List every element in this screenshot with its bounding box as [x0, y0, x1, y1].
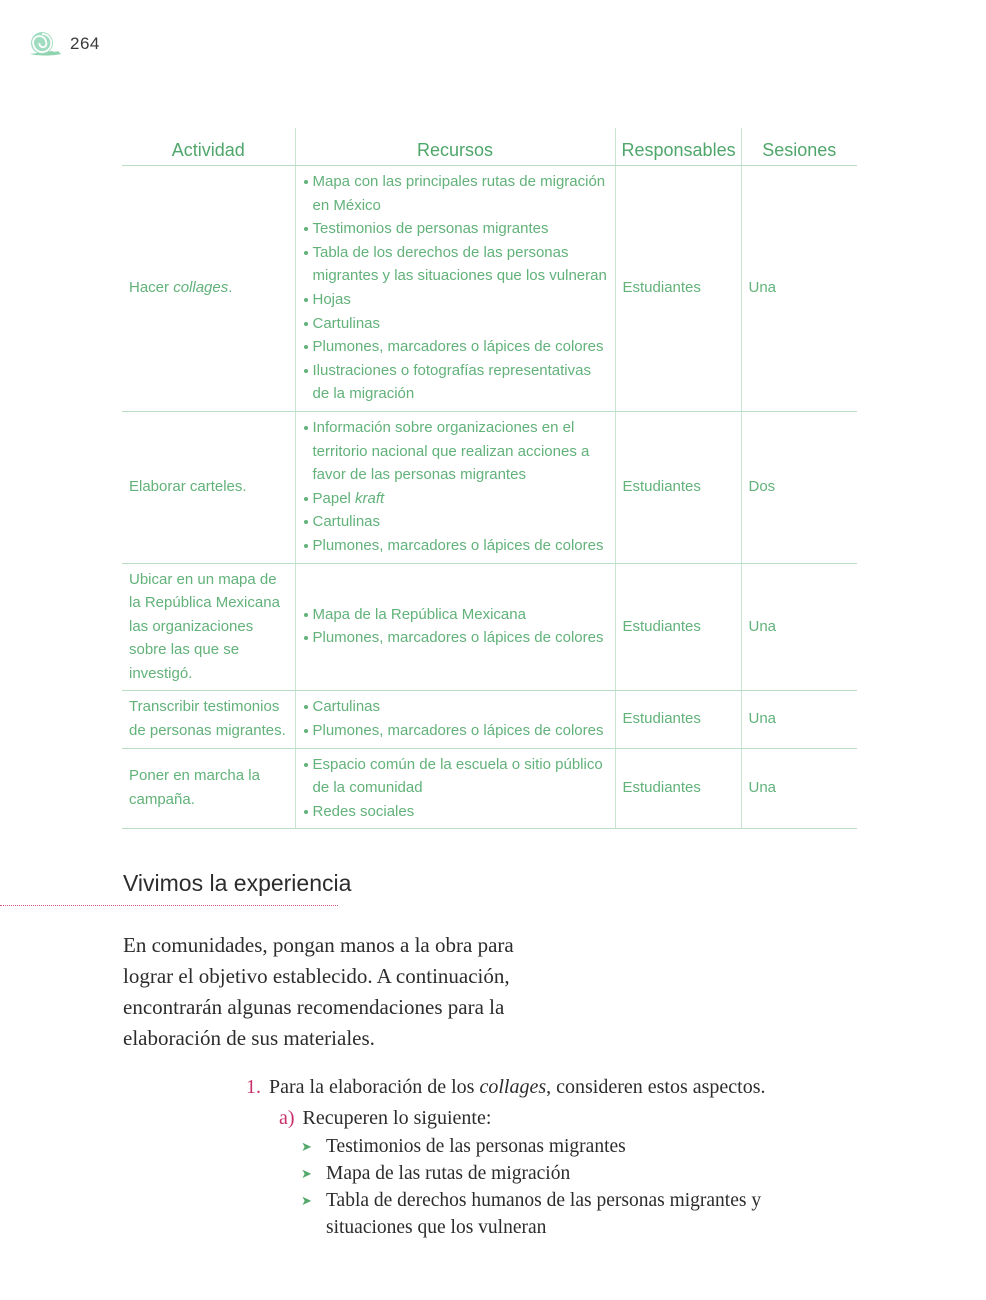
snail-icon	[28, 30, 62, 58]
resource-item: Plumones, marcadores o lápices de colores	[303, 534, 608, 558]
responsible-cell: Estudiantes	[615, 691, 741, 748]
resource-item: Cartulinas	[303, 510, 608, 534]
resource-item: Tabla de los derechos de las personas migrantes y las situaciones que los vulneran	[303, 241, 608, 288]
resource-list	[303, 753, 608, 824]
header-resources: Recursos	[295, 128, 615, 166]
page-number: 264	[70, 34, 100, 53]
list-item	[301, 1133, 866, 1160]
activity-cell: Transcribir testimonios de personas migrantes.	[122, 691, 295, 748]
header-activity: Actividad	[122, 128, 295, 166]
header-sessions: Sesiones	[741, 128, 857, 166]
activity-tail: .	[228, 279, 233, 297]
resource-item: Plumones, marcadores o lápices de colores	[303, 719, 608, 743]
page-header	[28, 30, 100, 58]
substep-text: Recuperen lo siguiente:	[302, 1107, 492, 1129]
resource-item: Mapa de la República Mexicana	[303, 603, 608, 627]
step-emphasis: collages	[479, 1076, 547, 1098]
activity-cell: Ubicar en un mapa de la República Mexicana las organizaciones sobre las que se investigó.	[122, 563, 295, 691]
arrowhead-icon: ➤	[301, 1139, 312, 1154]
table-row	[122, 563, 857, 691]
arrowhead-icon: ➤	[301, 1193, 312, 1208]
activity-cell: Elaborar carteles.	[122, 411, 295, 563]
activity-cell	[122, 166, 295, 412]
recover-list	[246, 1133, 866, 1241]
resource-item: Testimonios de personas migrantes	[303, 217, 608, 241]
activity-table	[122, 128, 857, 829]
resource-list	[303, 603, 608, 650]
list-item-text: Testimonios de las personas migrantes	[326, 1136, 626, 1157]
sessions-cell: Una	[741, 166, 857, 412]
substep-letter: a)	[279, 1107, 295, 1129]
arrowhead-icon: ➤	[301, 1166, 312, 1181]
resource-emphasis: kraft	[355, 489, 385, 507]
responsible-cell: Estudiantes	[615, 748, 741, 829]
resources-cell	[295, 166, 615, 412]
table-row	[122, 166, 857, 412]
resource-item: Hojas	[303, 288, 608, 312]
resource-list	[303, 416, 608, 558]
sessions-cell: Dos	[741, 411, 857, 563]
resource-item	[303, 487, 608, 511]
resource-item: Cartulinas	[303, 312, 608, 336]
section-divider	[0, 905, 338, 906]
list-item-text: Tabla de derechos humanos de las personas migrantes y situaciones que los vulneran	[326, 1190, 762, 1238]
sessions-cell: Una	[741, 563, 857, 691]
table-row	[122, 748, 857, 829]
resource-list	[303, 695, 608, 742]
resource-item: Información sobre organizaciones en el territorio nacional que realizan acciones a favor de las personas migrantes	[303, 416, 608, 487]
responsible-cell: Estudiantes	[615, 166, 741, 412]
table-row	[122, 691, 857, 748]
step-1	[246, 1072, 866, 1103]
substep-a	[246, 1103, 866, 1133]
activity-cell: Poner en marcha la campaña.	[122, 748, 295, 829]
step-number: 1.	[246, 1076, 261, 1098]
resource-item: Cartulinas	[303, 695, 608, 719]
resources-cell	[295, 563, 615, 691]
table-header-row	[122, 128, 857, 166]
resource-item: Mapa con las principales rutas de migración en México	[303, 170, 608, 217]
resource-item: Plumones, marcadores o lápices de colores	[303, 335, 608, 359]
resource-item: Espacio común de la escuela o sitio público de la comunidad	[303, 753, 608, 800]
instructions	[246, 1072, 866, 1241]
step-text-end: , consideren estos aspectos.	[546, 1076, 766, 1098]
sessions-cell: Una	[741, 691, 857, 748]
resource-item: Redes sociales	[303, 800, 608, 824]
list-item-text: Mapa de las rutas de migración	[326, 1163, 571, 1184]
sessions-cell: Una	[741, 748, 857, 829]
responsible-cell: Estudiantes	[615, 563, 741, 691]
resource-item: Plumones, marcadores o lápices de colores	[303, 626, 608, 650]
step-text: Para la elaboración de los	[269, 1076, 480, 1098]
header-responsible: Responsables	[615, 128, 741, 166]
resources-cell	[295, 691, 615, 748]
resource-item: Ilustraciones o fotografías representativas de la migración	[303, 359, 608, 406]
resource-list	[303, 170, 608, 406]
intro-paragraph: En comunidades, pongan manos a la obra para lograr el objetivo establecido. A continuación, encontrarán algunas recomendaciones para la elaboración de sus materiales.	[123, 933, 514, 1050]
table-row	[122, 411, 857, 563]
activity-text: Hacer	[129, 279, 174, 297]
list-item	[301, 1187, 766, 1241]
list-item	[301, 1160, 866, 1187]
resource-text: Papel	[312, 489, 356, 507]
resources-cell	[295, 411, 615, 563]
resources-cell	[295, 748, 615, 829]
section-title: Vivimos la experiencia	[123, 870, 352, 896]
activity-emphasis: collages	[173, 279, 229, 297]
responsible-cell: Estudiantes	[615, 411, 741, 563]
